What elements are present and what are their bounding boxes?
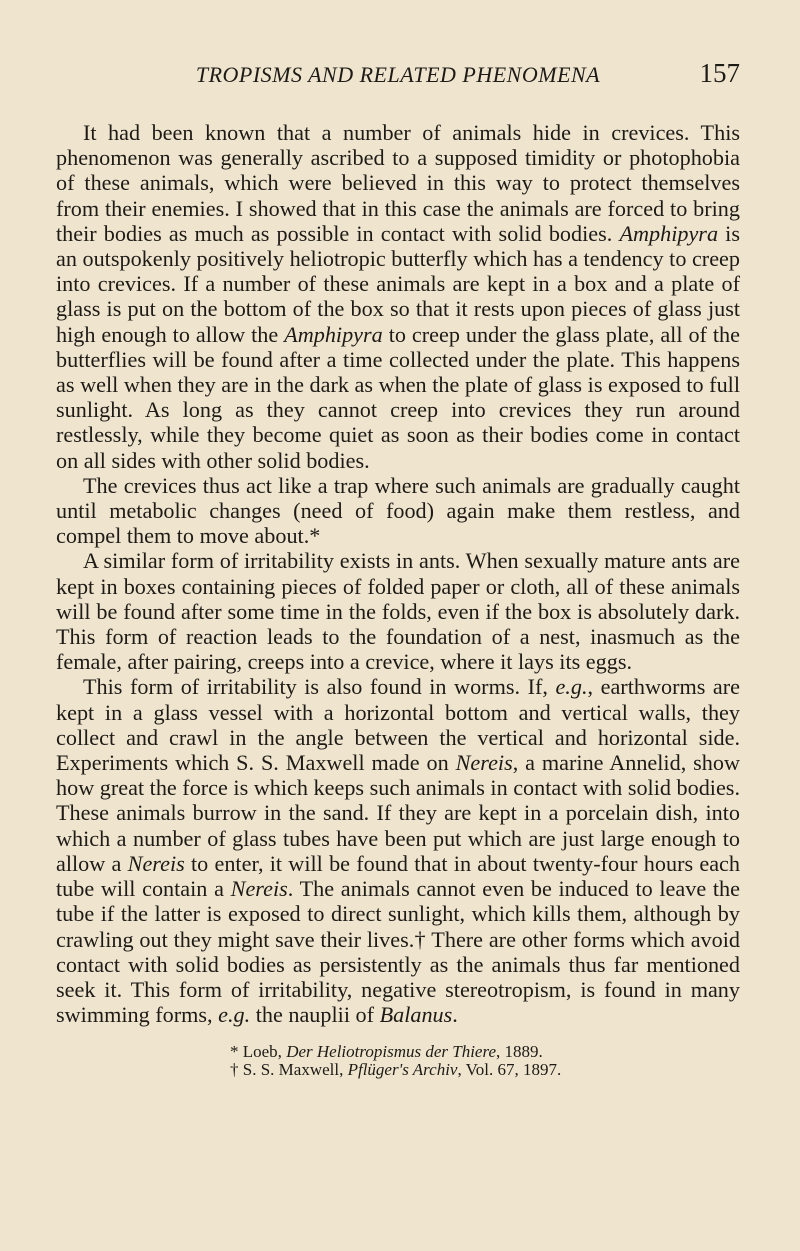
italic-term: Nereis	[455, 750, 513, 776]
footnote-title: Der Heliotropismus der Thiere	[286, 1042, 496, 1062]
text-segment: to creep under the glass plate, all of the butterflies will be found after a time collected under the plate. This happens as well when they are in the dark as when the plate of glass is exposed to full sunlight. As long as they cannot creep into crevices they run around restlessly, while they become quiet as soon as their bodies come in contact on all sides with other solid bodies.	[56, 321, 740, 473]
italic-term: e.g.	[218, 1002, 251, 1028]
italic-term: e.g.	[555, 674, 588, 700]
page-number: 157	[699, 58, 740, 88]
paragraph	[56, 120, 740, 473]
text-segment: to enter, it will be found that in about twenty-four hours each tube will contain a	[56, 850, 740, 902]
text-segment: It had been known that a number of animals hide in crevices. This phenomenon was generally ascribed to a supposed timidity or photophobia of these animals, which were believed in this way to protect themselves from their enemies. I showed that in this case the animals are forced to bring their bodies as much as possible in contact with solid bodies.	[56, 120, 740, 246]
paragraph	[56, 548, 740, 674]
text-segment: is an outspokenly positively heliotropic butterfly which has a tendency to creep into crevices. If a number of these animals are kept in a box and a plate of glass is put on the bottom of the box so that it rests upon pieces of glass just high enough to allow the	[56, 220, 740, 347]
paragraph	[56, 473, 740, 549]
paragraph	[56, 674, 740, 1027]
text-segment: the nauplii of	[250, 1002, 380, 1028]
footnote-text: , Vol. 67, 1897.	[457, 1060, 562, 1080]
italic-term: Nereis	[230, 876, 288, 902]
footnote	[230, 1061, 740, 1079]
footnotes	[230, 1043, 740, 1079]
running-head	[56, 58, 740, 92]
running-head-title: TROPISMS AND RELATED PHENOMENA	[195, 62, 601, 87]
footnote-text: * Loeb,	[230, 1042, 287, 1062]
text-segment: . The animals cannot even be induced to leave the tube if the latter is exposed to direct sunlight, which kills them, although by crawling out they might save their lives.† There are other forms which avoid contact with solid bodies as persistently as the animals thus far mentioned seek it. This form of irritability, negative stereotropism, is found in many swimming forms,	[56, 876, 740, 1028]
body-text	[56, 120, 740, 1027]
text-segment: .	[452, 1002, 458, 1028]
footnote-text: † S. S. Maxwell,	[230, 1060, 348, 1080]
text-segment: The crevices thus act like a trap where such animals are gradually caught until metabolic changes (need of food) again make them restless, and compel them to move about.*	[56, 472, 740, 549]
book-page	[56, 58, 740, 1079]
text-segment: , a marine Annelid, show how great the force is which keeps such animals in contact with solid bodies. These animals burrow in the sand. If they are kept in a porcelain dish, into which a number of glass tubes have been put which are just large enough to allow a	[56, 750, 740, 876]
footnote	[230, 1043, 740, 1061]
italic-term: Balanus	[379, 1002, 453, 1028]
footnote-title: Pflüger's Archiv	[347, 1060, 458, 1080]
text-segment: This form of irritability is also found in worms. If,	[83, 674, 556, 700]
text-segment: , earthworms are kept in a glass vessel with a horizontal bottom and vertical walls, they collect and crawl in the angle between the vertical and horizontal side. Experiments which S. S. Maxwell made on	[56, 674, 740, 776]
italic-term: Nereis	[127, 850, 185, 876]
italic-term: Amphipyra	[619, 220, 719, 246]
italic-term: Amphipyra	[284, 321, 383, 347]
text-segment: A similar form of irritability exists in ants. When sexually mature ants are kept in boxes containing pieces of folded paper or cloth, all of these animals will be found after some time in the folds, even if the box is absolutely dark. This form of reaction leads to the foundation of a nest, inasmuch as the female, after pairing, creeps into a crevice, where it lays its eggs.	[56, 548, 740, 675]
footnote-text: , 1889.	[496, 1042, 543, 1062]
